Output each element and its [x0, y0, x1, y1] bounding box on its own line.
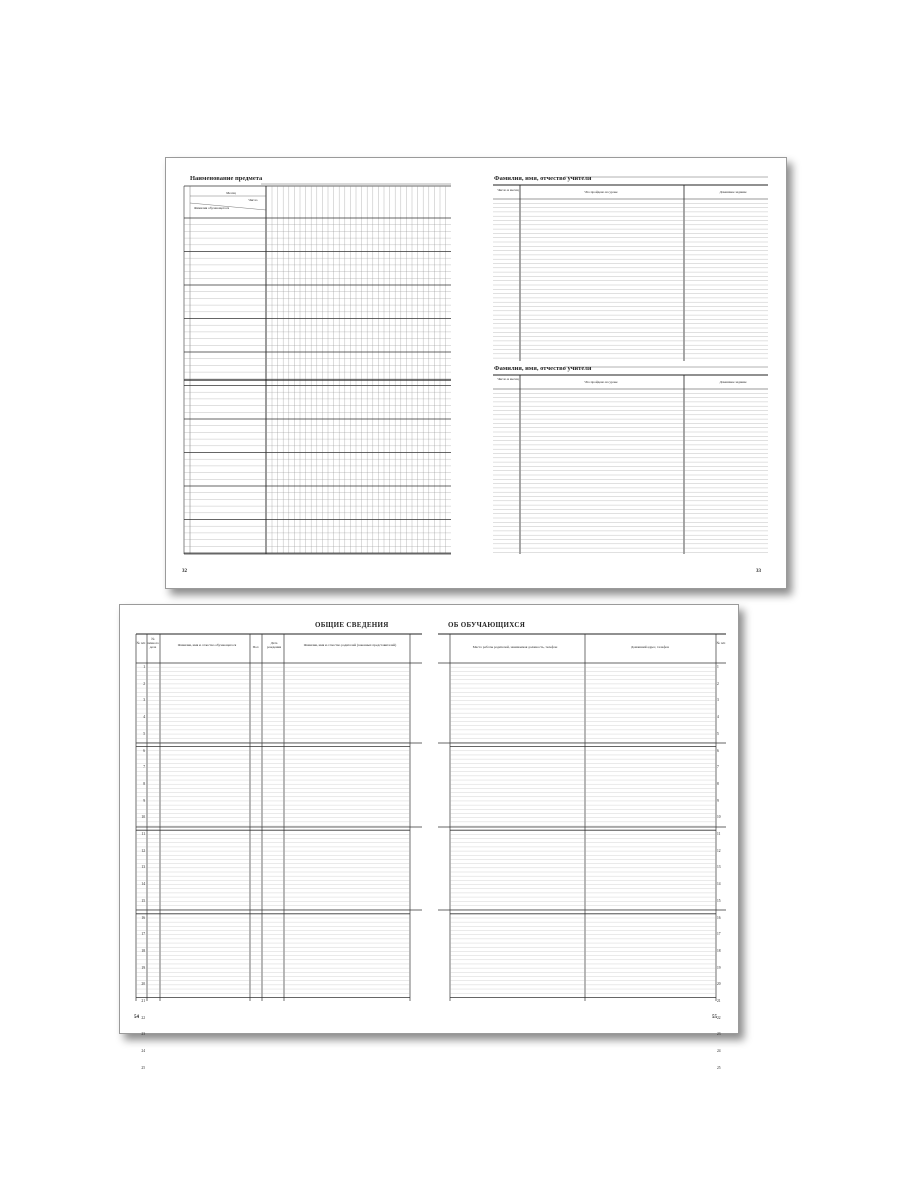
row-number-left: 10	[141, 815, 145, 820]
parents-col-header: Фамилия, имя и отчество родителей (законных представителей)	[303, 643, 397, 647]
row-number-right: 22	[717, 1015, 721, 1020]
journal-spread-top	[165, 157, 787, 589]
row-number-left: 6	[143, 748, 145, 753]
row-number-right: 1	[717, 665, 719, 669]
row-number-left: 9	[143, 798, 145, 803]
journal-spread-bottom	[119, 604, 739, 1070]
row-number-right: 9	[717, 798, 719, 803]
row-number-left: 18	[141, 948, 145, 953]
day-header: Число	[248, 198, 258, 202]
sex-col-header: Пол	[252, 645, 259, 649]
row-number-left: 5	[143, 731, 145, 736]
homework-col-header-2: Домашнее задание	[719, 380, 747, 384]
row-number-left: 25	[141, 1065, 145, 1070]
row-number-left: 24	[141, 1049, 145, 1054]
row-number-left: 15	[141, 898, 145, 903]
row-number-left: 19	[141, 965, 145, 970]
work-col-header: Место работы родителей, занимаемая должность, телефон	[472, 645, 558, 649]
row-number-right: 16	[717, 915, 721, 920]
row-number-right: 12	[717, 848, 721, 853]
row-number-right: 14	[717, 882, 721, 887]
page-number-left: 32	[182, 569, 187, 574]
row-number-right: 7	[717, 765, 719, 770]
number-col-header-right: № п/п	[716, 641, 726, 645]
row-number-right: 20	[717, 982, 721, 987]
row-number-right: 21	[717, 999, 721, 1003]
topic-col-header-1: Что пройдено на уроке	[584, 190, 618, 194]
row-number-left: 7	[143, 765, 145, 770]
date-col-header-2: Число и месяц	[497, 377, 519, 381]
page-number-right: 33	[756, 569, 761, 574]
address-col-header: Домашний адрес, телефон	[630, 645, 670, 649]
row-number-right: 25	[717, 1065, 721, 1070]
row-number-right: 17	[717, 932, 721, 937]
row-number-right: 24	[717, 1049, 721, 1054]
teacher-heading-2: Фамилия, имя, отчество учителя	[494, 365, 592, 372]
row-number-right: 3	[717, 698, 719, 703]
row-number-left: 20	[141, 982, 145, 987]
subject-heading: Наименование предмета	[190, 175, 263, 182]
row-number-left: 13	[141, 865, 145, 870]
row-number-right: 19	[717, 965, 721, 970]
page-number-bottom-right: 55	[712, 1015, 717, 1020]
row-number-right: 13	[717, 865, 721, 870]
number-col-header-left: № п/п	[136, 641, 146, 645]
teacher-heading-1: Фамилия, имя, отчество учителя	[494, 175, 592, 182]
row-number-right: 5	[717, 731, 719, 736]
row-number-left: 22	[141, 1015, 145, 1020]
student-header: Фамилия обучающегося	[194, 206, 230, 210]
topic-col-header-2: Что пройдено на уроке	[584, 380, 618, 384]
row-number-right: 11	[717, 832, 721, 836]
file-col-header: № личного дела	[147, 637, 159, 649]
row-number-right: 18	[717, 948, 721, 953]
date-col-header-1: Число и месяц	[497, 188, 519, 192]
row-number-left: 1	[143, 665, 145, 669]
row-number-right: 2	[717, 681, 719, 686]
row-number-left: 21	[141, 999, 145, 1003]
row-number-right: 23	[717, 1032, 721, 1037]
row-number-left: 2	[143, 681, 145, 686]
row-number-right: 8	[717, 781, 719, 786]
page-number-bottom-left: 54	[134, 1015, 139, 1020]
row-number-left: 12	[141, 848, 145, 853]
row-number-right: 4	[717, 715, 719, 720]
birth-col-header: Дата рождения	[266, 641, 282, 649]
row-number-left: 3	[143, 698, 145, 703]
row-number-left: 11	[141, 832, 145, 836]
row-number-right: 10	[717, 815, 721, 820]
row-number-right: 6	[717, 748, 719, 753]
row-number-left: 16	[141, 915, 145, 920]
name-col-header: Фамилия, имя и отчество обучающегося	[177, 643, 237, 647]
row-number-left: 14	[141, 882, 145, 887]
row-number-left: 8	[143, 781, 145, 786]
month-header: Месяц	[226, 191, 236, 195]
row-number-right: 15	[717, 898, 721, 903]
row-number-left: 17	[141, 932, 145, 937]
row-number-left: 4	[143, 715, 145, 720]
row-number-left: 23	[141, 1032, 145, 1037]
title-right: ОБ ОБУЧАЮЩИХСЯ	[448, 621, 526, 629]
top-spread-grid	[166, 158, 786, 588]
title-left: ОБЩИЕ СВЕДЕНИЯ	[315, 621, 389, 629]
homework-col-header-1: Домашнее задание	[719, 190, 747, 194]
bottom-spread-grid	[120, 605, 738, 1033]
